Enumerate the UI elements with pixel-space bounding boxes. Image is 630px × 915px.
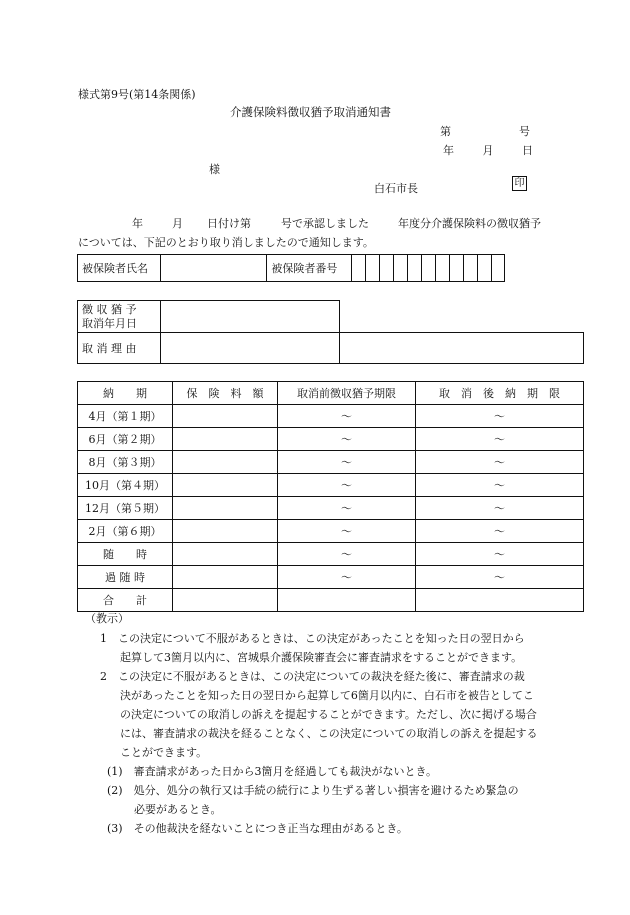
note-1-line-2: 起算して3箇月以内に、宮城県介護保険審査会に審査請求をすることができます。: [120, 651, 523, 664]
cancel-date-blank: [340, 301, 584, 333]
document-number: [440, 123, 530, 139]
note-2-line-3: の決定についての取消しの訴えを提起することができます。ただし、次に掲げる場合: [120, 708, 537, 721]
date-year-label: 年: [443, 144, 454, 157]
schedule-row: [78, 543, 584, 566]
insured-number-digit[interactable]: [421, 255, 435, 282]
prior-deadline-cell[interactable]: ～: [278, 428, 416, 451]
period-cell: 6月（第２期）: [78, 428, 173, 451]
sub-note-3: (3) その他裁決を経ないことにつき正当な理由があるとき。: [107, 822, 408, 835]
cancel-reason-field[interactable]: [161, 333, 340, 364]
prior-deadline-cell[interactable]: ～: [278, 405, 416, 428]
cancel-date-label-line2: 取消年月日: [82, 316, 137, 330]
premium-cell[interactable]: [173, 520, 278, 543]
note-2-line-5: ことができます。: [120, 746, 208, 759]
schedule-row: [78, 405, 584, 428]
schedule-row: [78, 474, 584, 497]
sub-note-2-line-1: (2) 処分、処分の執行又は手続の続行により生ずる著しい損害を避けるため緊急の: [107, 784, 519, 797]
issuer: 白石市長: [374, 182, 418, 195]
period-cell: 2月（第６期）: [78, 520, 173, 543]
number-label-dai: 第: [440, 125, 451, 138]
premium-cell[interactable]: [173, 497, 278, 520]
premium-cell[interactable]: [173, 451, 278, 474]
prior-deadline-cell[interactable]: [278, 589, 416, 612]
insured-name-field[interactable]: [161, 255, 267, 282]
schedule-row: [78, 589, 584, 612]
new-deadline-cell[interactable]: ～: [416, 451, 584, 474]
schedule-row: [78, 497, 584, 520]
prior-deadline-cell[interactable]: ～: [278, 520, 416, 543]
new-deadline-cell[interactable]: [416, 589, 584, 612]
premium-cell[interactable]: [173, 589, 278, 612]
period-cell: 随 時: [78, 543, 173, 566]
new-deadline-cell[interactable]: ～: [416, 405, 584, 428]
insured-number-digit[interactable]: [491, 255, 504, 282]
body-line-2: については、下記のとおり取り消しましたので通知します。: [78, 236, 374, 249]
new-deadline-cell[interactable]: ～: [416, 428, 584, 451]
number-label-go: 号: [519, 125, 530, 138]
insured-number-label: 被保険者番号: [267, 255, 351, 282]
note-2-line-1: 2 この決定に不服があるときは、この決定についての裁決を経た後に、審査請求の裁: [100, 670, 525, 683]
insured-number-digit[interactable]: [393, 255, 407, 282]
insured-number-digit[interactable]: [449, 255, 463, 282]
new-deadline-cell[interactable]: ～: [416, 497, 584, 520]
premium-cell[interactable]: [173, 405, 278, 428]
note-1-line-1: 1 この決定について不服があるときは、この決定があったことを知った日の翌日から: [100, 632, 525, 645]
note-2-line-4: には、審査請求の裁決を経ることなく、この決定についての取消しの訴えを提起する: [120, 727, 538, 740]
notes-heading: （教示）: [85, 612, 129, 625]
form-id: 様式第9号(第14条関係): [78, 88, 196, 101]
prior-deadline-cell[interactable]: ～: [278, 543, 416, 566]
header-premium: 保 険 料 額: [173, 382, 278, 405]
period-cell: 4月（第１期）: [78, 405, 173, 428]
insured-number-digit[interactable]: [435, 255, 449, 282]
date-day-label: 日: [522, 144, 533, 157]
issue-date: [443, 142, 533, 158]
schedule-row: [78, 520, 584, 543]
schedule-row: [78, 428, 584, 451]
new-deadline-cell[interactable]: ～: [416, 520, 584, 543]
prior-deadline-cell[interactable]: ～: [278, 451, 416, 474]
period-cell: 合 計: [78, 589, 173, 612]
seal-box: 印: [512, 176, 527, 191]
header-period: 納 期: [78, 382, 173, 405]
period-cell: 過 随 時: [78, 566, 173, 589]
cancel-date-label: [78, 301, 161, 333]
insured-number-digit[interactable]: [463, 255, 477, 282]
new-deadline-cell[interactable]: ～: [416, 543, 584, 566]
cancel-reason-field-ext[interactable]: [340, 333, 584, 364]
prior-deadline-cell[interactable]: ～: [278, 497, 416, 520]
period-cell: 10月（第４期）: [78, 474, 173, 497]
schedule-row: [78, 451, 584, 474]
addressee-suffix: 様: [209, 163, 220, 176]
document-title: 介護保険料徴収猶予取消通知書: [230, 105, 391, 119]
schedule-row: [78, 566, 584, 589]
header-new-deadline: 取 消 後 納 期 限: [416, 382, 584, 405]
new-deadline-cell[interactable]: ～: [416, 566, 584, 589]
body-year: 年: [132, 217, 143, 230]
prior-deadline-cell[interactable]: ～: [278, 474, 416, 497]
cancel-reason-label: 取 消 理 由: [78, 333, 161, 364]
insured-number-digit[interactable]: [477, 255, 491, 282]
insured-number-digit[interactable]: [365, 255, 379, 282]
cancel-date-field[interactable]: [161, 301, 340, 333]
prior-deadline-cell[interactable]: ～: [278, 566, 416, 589]
insured-number-digit[interactable]: [407, 255, 421, 282]
insured-number-digit[interactable]: [351, 255, 365, 282]
body-fiscal-year: 年度分介護保険料の徴収猶予: [398, 217, 541, 230]
premium-cell[interactable]: [173, 428, 278, 451]
body-approval: 号で承認しました: [281, 217, 369, 230]
cancellation-table: [77, 300, 584, 364]
premium-cell[interactable]: [173, 543, 278, 566]
insured-name-label: 被保険者氏名: [78, 255, 161, 282]
premium-cell[interactable]: [173, 566, 278, 589]
note-2-line-2: 決があったことを知った日の翌日から起算して6箇月以内に、白石市を被告としてこ: [120, 689, 534, 702]
sub-note-2-line-2: 必要があるとき。: [134, 803, 222, 816]
insured-table: [77, 254, 505, 282]
premium-cell[interactable]: [173, 474, 278, 497]
schedule-table: [77, 381, 584, 612]
body-month: 月: [172, 217, 183, 230]
sub-note-1: (1) 審査請求があった日から3箇月を経過しても裁決がないとき。: [107, 765, 438, 778]
new-deadline-cell[interactable]: ～: [416, 474, 584, 497]
period-cell: 12月（第５期）: [78, 497, 173, 520]
cancel-date-label-line1: 徴 収 猶 予: [82, 302, 137, 316]
header-prior-deadline: 取消前徴収猶予期限: [278, 382, 416, 405]
insured-number-digit[interactable]: [379, 255, 393, 282]
body-date-ref: 日付け第: [207, 217, 251, 230]
date-month-label: 月: [482, 144, 494, 157]
period-cell: 8月（第３期）: [78, 451, 173, 474]
